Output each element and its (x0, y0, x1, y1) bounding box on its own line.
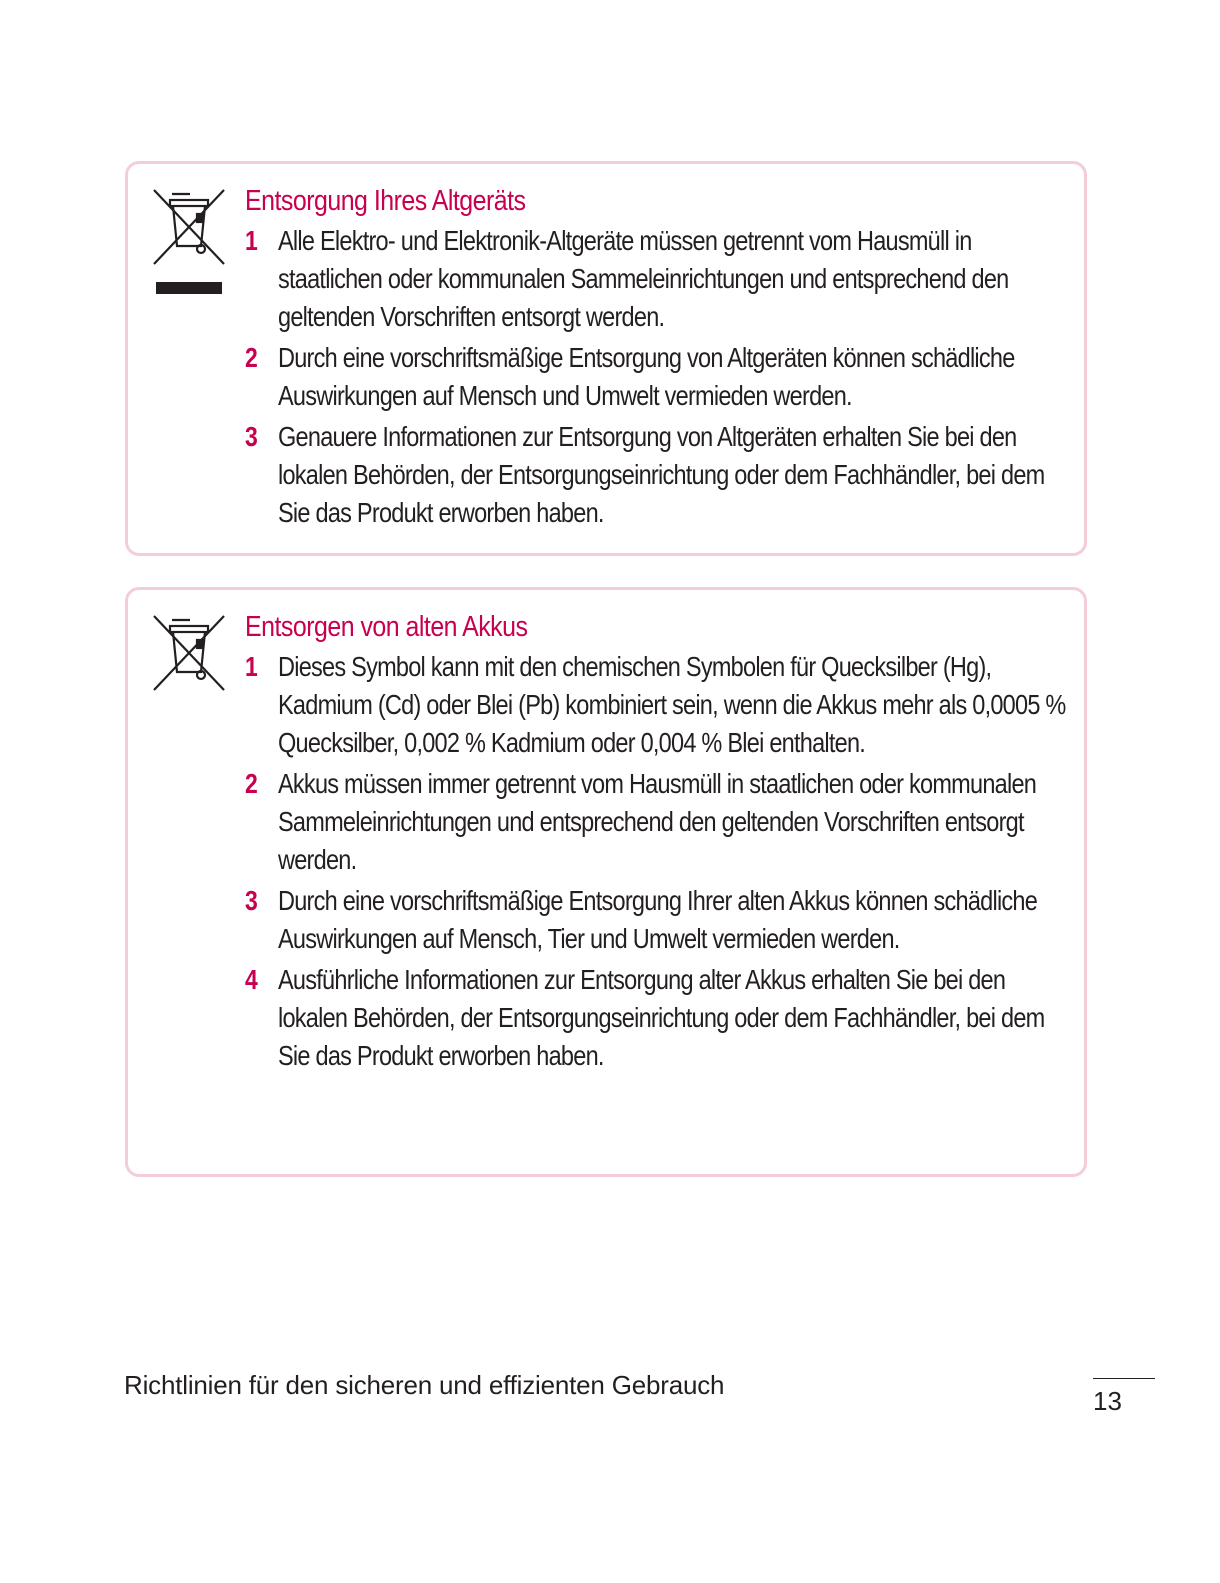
item-text: Durch eine vorschriftsmäßige Entsorgung Ihrer alten Akkus können schädliche Auswirkungen auf Mensch, Tier und Umwelt vermieden werden. (278, 885, 1038, 954)
item-text: Genauere Informationen zur Entsorgung von Altgeräten erhalten Sie bei den lokalen Behörden, der Entsorgungseinrichtung oder dem Fachhändler, bei dem Sie das Produkt erworben haben. (278, 421, 1045, 528)
item-number: 2 (245, 768, 258, 799)
battery-disposal-box (125, 587, 1087, 1177)
list-item (245, 222, 1075, 336)
list-item (245, 339, 1075, 415)
item-number: 2 (245, 342, 258, 373)
item-number: 1 (245, 651, 258, 682)
list-item (245, 765, 1075, 879)
footer-divider (1093, 1378, 1155, 1379)
crossed-out-wheelie-bin-icon (150, 612, 228, 722)
item-text: Alle Elektro- und Elektronik-Altgeräte müssen getrennt vom Hausmüll in staatlichen oder kommunalen Sammeleinrichtungen und entsprechend den geltenden Vorschriften entsorgt werden. (278, 225, 1009, 332)
crossed-out-wheelie-bin-icon (150, 186, 228, 296)
running-footer-title: Richtlinien für den sicheren und effizienten Gebrauch (124, 1370, 725, 1400)
weee-disposal-box (125, 161, 1087, 556)
item-number: 4 (245, 964, 258, 995)
item-number: 3 (245, 885, 258, 916)
item-text: Akkus müssen immer getrennt vom Hausmüll in staatlichen oder kommunalen Sammeleinrichtungen und entsprechend den geltenden Vorschriften entsorgt werden. (278, 768, 1037, 875)
section-title: Entsorgung Ihres Altgeräts (245, 185, 526, 217)
list-item (245, 961, 1075, 1075)
list-item (245, 648, 1075, 762)
item-text: Ausführliche Informationen zur Entsorgung alter Akkus erhalten Sie bei den lokalen Behörden, der Entsorgungseinrichtung oder dem Fachhändler, bei dem Sie das Produkt erworben haben. (278, 964, 1045, 1071)
item-text: Dieses Symbol kann mit den chemischen Symbolen für Quecksilber (Hg), Kadmium (Cd) oder Blei (Pb) kombiniert sein, wenn die Akkus mehr als 0,0005 % Quecksilber, 0,002 % Kadmium oder 0,004 % Blei enthalten. (278, 651, 1066, 758)
item-number: 3 (245, 421, 258, 452)
section-title: Entsorgen von alten Akkus (245, 611, 528, 643)
list-item (245, 418, 1075, 532)
page-number: 13 (1093, 1386, 1122, 1416)
item-number: 1 (245, 225, 258, 256)
item-text: Durch eine vorschriftsmäßige Entsorgung von Altgeräten können schädliche Auswirkungen auf Mensch und Umwelt vermieden werden. (278, 342, 1015, 411)
list-item (245, 882, 1075, 958)
